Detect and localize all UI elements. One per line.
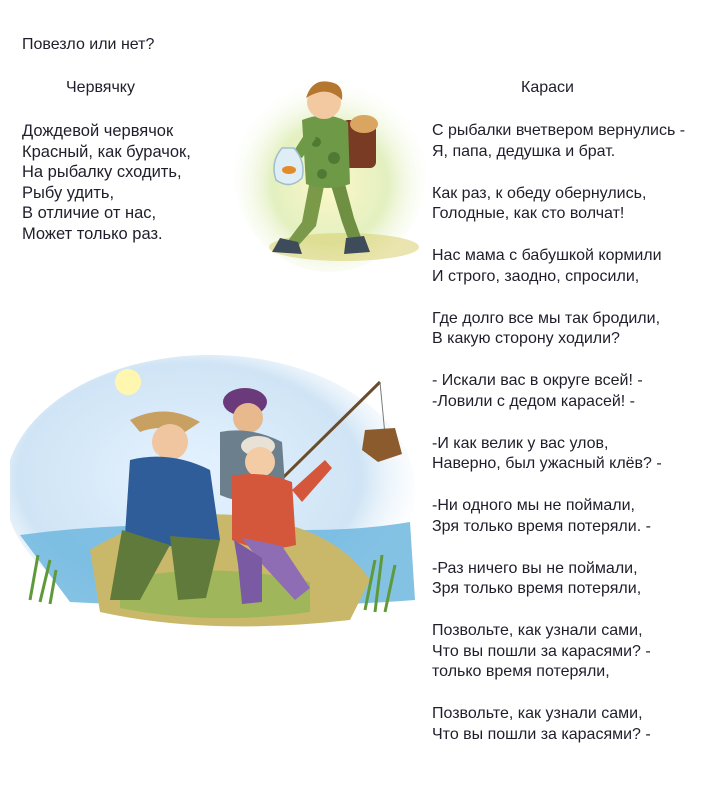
poem-line: Позвольте, как узнали сами, [432, 705, 643, 722]
poem-line: И строго, заодно, спросили, [432, 267, 640, 285]
poem-line: В какую сторону ходили? [432, 330, 620, 347]
poem-line: Нас мама с бабушкой кормили [432, 247, 662, 264]
poem-line: -Раз ничего вы не поймали, [432, 559, 638, 577]
poem-stanza [432, 434, 685, 475]
poem-stanza [432, 184, 685, 225]
right-poem-title: Караси [521, 79, 574, 96]
poem-stanza [432, 371, 685, 412]
poem-line: Я, папа, дедушка и брат. [432, 142, 616, 160]
poem-stanza [432, 121, 685, 162]
poem-line: -Ни одного мы не поймали, [432, 497, 635, 514]
left-poem-title: Червячку [66, 79, 135, 96]
poem-line: только время потеряли, [432, 663, 610, 680]
poem-line: Может только раз. [22, 224, 163, 243]
poem-line: Как раз, к обеду обернулись, [432, 184, 647, 202]
poem-line: На рыбалку сходить, [22, 163, 182, 182]
poem-line: С рыбалки вчетвером вернулись - [432, 122, 686, 139]
poem-stanza [432, 704, 685, 745]
poem-line: Дождевой червячок [22, 122, 174, 140]
page-title: Повезло или нет? [22, 36, 155, 53]
poem-line: В отличие от нас, [22, 204, 157, 223]
poem-stanza [432, 496, 685, 537]
poem-line: Где долго все мы так бродили, [432, 309, 661, 327]
left-poem-text [22, 121, 191, 245]
right-poem-text [432, 121, 685, 767]
poem-line: -И как велик у вас улов, [432, 434, 609, 452]
poem-line: - Искали вас в округе всей! - [432, 372, 643, 389]
poem-stanza [432, 309, 685, 350]
poem-stanza [432, 246, 685, 287]
poem-line: Зря только время потеряли. - [432, 517, 651, 535]
poem-line: Зря только время потеряли, [432, 580, 642, 597]
poem-line: Что вы пошли за карасями? - [432, 725, 651, 743]
boy-illustration [232, 62, 428, 277]
poem-stanza [432, 621, 685, 683]
poem-line: Красный, как бурачок, [22, 142, 191, 161]
poem-stanza [432, 559, 685, 600]
poem-line: -Ловили с дедом карасей! - [432, 392, 635, 410]
poem-line: Рыбу удить, [22, 183, 115, 202]
poem-line: Что вы пошли за карасями? - [432, 642, 651, 660]
poem-line: Позвольте, как узнали сами, [432, 622, 643, 639]
poem-line: Наверно, был ужасный клёв? - [432, 455, 662, 472]
fishing-illustration [10, 350, 420, 650]
poem-line: Голодные, как сто волчат! [432, 205, 625, 222]
